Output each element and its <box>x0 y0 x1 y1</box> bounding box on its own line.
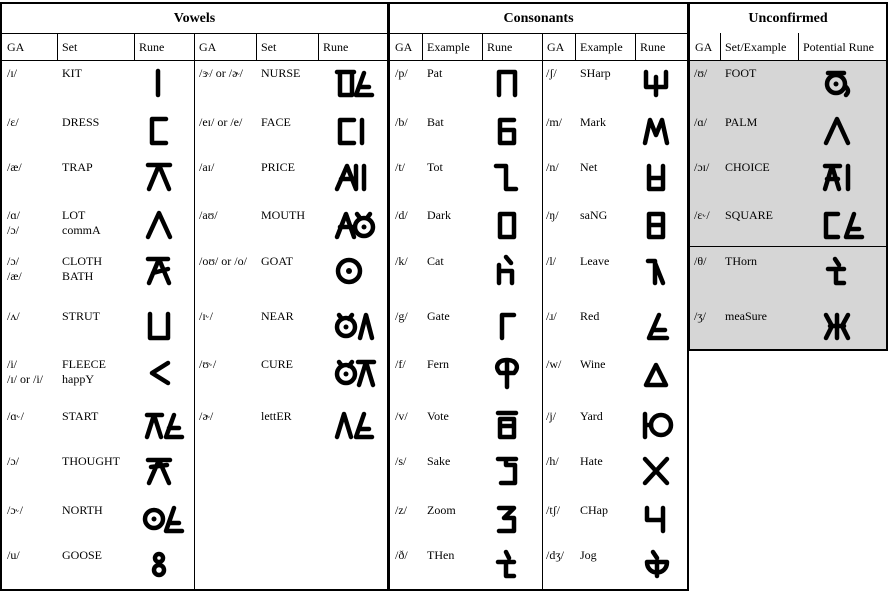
rune-glyph <box>812 303 872 347</box>
unconfirmed-header-ga: GA <box>690 33 720 61</box>
rune-glyph <box>482 154 542 198</box>
rune-glyph <box>324 350 384 394</box>
consonant-ipa: /d/ <box>395 208 408 222</box>
rune-glyph <box>812 248 872 292</box>
lot-rune-icon <box>142 207 186 241</box>
palm-rune-icon <box>820 113 864 147</box>
ch-rune-icon <box>639 501 683 535</box>
consonant-example: Wine <box>580 357 606 371</box>
consonants-title: Consonants <box>390 4 687 34</box>
vowel-set: FACE <box>261 115 291 129</box>
dh-rune-icon <box>490 546 534 580</box>
goose-rune-icon <box>142 546 186 580</box>
consonant-ipa: /ŋ/ <box>546 208 559 222</box>
rune-glyph <box>633 448 689 492</box>
consonant-example: saNG <box>580 208 608 222</box>
consonant-example: Bat <box>427 115 444 129</box>
vowel-ipa: /ɑ/ /ɔ/ <box>7 208 20 237</box>
vowel-set: NORTH <box>62 503 103 517</box>
consonant-ipa: /ʃ/ <box>546 66 557 80</box>
vowels-header-ga-2: GA <box>194 33 256 61</box>
vowel-set: NEAR <box>261 309 294 323</box>
consonant-ipa: /dʒ/ <box>546 548 564 562</box>
rune-glyph <box>324 248 384 292</box>
rune-glyph <box>324 60 384 104</box>
rune-glyph <box>482 350 542 394</box>
rune-glyph <box>633 60 689 104</box>
goat-rune-icon <box>332 253 376 287</box>
rune-glyph <box>633 350 689 394</box>
unconfirmed-header-set: Set/Example <box>720 33 798 61</box>
unconfirmed-set: PALM <box>725 115 758 129</box>
letter-rune-icon <box>332 407 376 441</box>
consonant-example: Hate <box>580 454 603 468</box>
v-rune-icon <box>490 407 534 441</box>
consonant-example: Dark <box>427 208 451 222</box>
m-rune-icon <box>639 113 683 147</box>
price-rune-icon <box>332 159 376 193</box>
vowel-set: THOUGHT <box>62 454 120 468</box>
vowel-set: PRICE <box>261 160 296 174</box>
consonant-ipa: /z/ <box>395 503 407 517</box>
rune-glyph <box>482 496 542 540</box>
rune-glyph <box>812 108 872 152</box>
vowel-set: LOT commA <box>62 208 101 237</box>
vowel-ipa: /eɪ/ or /e/ <box>199 115 243 129</box>
rune-glyph <box>633 154 689 198</box>
p-rune-icon <box>490 65 534 99</box>
rune-glyph <box>482 108 542 152</box>
rune-glyph <box>134 303 194 347</box>
mouth-rune-icon <box>332 207 376 241</box>
rune-glyph <box>134 154 194 198</box>
consonant-ipa: /l/ <box>546 254 557 268</box>
vowel-set: NURSE <box>261 66 301 80</box>
vowel-set: STRUT <box>62 309 101 323</box>
rune-glyph <box>633 248 689 292</box>
square-rune-icon <box>820 207 864 241</box>
consonant-example: Fern <box>427 357 449 371</box>
jh-rune-icon <box>639 546 683 580</box>
h-rune-icon <box>639 453 683 487</box>
consonant-example: Sake <box>427 454 451 468</box>
consonant-ipa: /p/ <box>395 66 408 80</box>
consonant-example: Leave <box>580 254 610 268</box>
consonant-example: Red <box>580 309 600 323</box>
rune-glyph <box>134 402 194 446</box>
consonant-example: CHap <box>580 503 608 517</box>
consonant-ipa: /f/ <box>395 357 406 371</box>
trap-rune-icon <box>142 159 186 193</box>
consonants-header-ga-1: GA <box>390 33 422 61</box>
vowel-set: START <box>62 409 99 423</box>
vowels-header-set-2: Set <box>256 33 318 61</box>
rune-glyph <box>633 108 689 152</box>
consonant-ipa: /j/ <box>546 409 557 423</box>
consonant-ipa: /tʃ/ <box>546 503 560 517</box>
rune-glyph <box>633 541 689 585</box>
rune-glyph <box>482 60 542 104</box>
t-rune-icon <box>490 159 534 193</box>
vowel-ipa: /oʊ/ or /o/ <box>199 254 247 268</box>
vowel-ipa: /u/ <box>7 548 20 562</box>
vowels-title: Vowels <box>2 4 387 34</box>
vowel-ipa: /aʊ/ <box>199 208 218 222</box>
unconfirmed-ipa: /ɑ/ <box>694 115 707 129</box>
consonant-example: Mark <box>580 115 606 129</box>
consonant-example: Vote <box>427 409 449 423</box>
vowel-ipa: /ʊ˞/ <box>199 357 217 371</box>
vowels-header-rune-1: Rune <box>134 33 194 61</box>
vowel-set: GOAT <box>261 254 293 268</box>
rune-glyph <box>482 448 542 492</box>
consonant-example: Net <box>580 160 598 174</box>
consonant-example: Jog <box>580 548 597 562</box>
cloth-rune-icon <box>142 253 186 287</box>
vowel-ipa: /i/ /ɪ/ or /i/ <box>7 357 43 386</box>
d-rune-icon <box>490 207 534 241</box>
north-rune-icon <box>142 501 186 535</box>
zh-rune-icon <box>820 308 864 342</box>
consonant-ipa: /g/ <box>395 309 408 323</box>
rune-glyph <box>482 303 542 347</box>
l-rune-icon <box>639 253 683 287</box>
unconfirmed-ipa: /ʒ/ <box>694 309 706 323</box>
vowels-header-ga-1: GA <box>2 33 57 61</box>
rune-glyph <box>134 350 194 394</box>
vowel-ipa: /aɪ/ <box>199 160 215 174</box>
consonants-header-rune-2: Rune <box>635 33 689 61</box>
j-rune-icon <box>639 407 683 441</box>
vowel-set: lettER <box>261 409 292 423</box>
ng-rune-icon <box>639 207 683 241</box>
vowel-set: TRAP <box>62 160 93 174</box>
consonants-header-rune-1: Rune <box>482 33 542 61</box>
vowel-set: MOUTH <box>261 208 305 222</box>
rune-glyph <box>812 154 872 198</box>
consonants-header-example-1: Example <box>422 33 482 61</box>
consonant-example: Pat <box>427 66 443 80</box>
consonant-ipa: /m/ <box>546 115 563 129</box>
unconfirmed-table <box>688 2 888 351</box>
rune-glyph <box>324 108 384 152</box>
vowel-ipa: /ɝ/ or /ɚ/ <box>199 66 243 80</box>
k-rune-icon <box>490 253 534 287</box>
consonant-example: Yard <box>580 409 603 423</box>
consonant-ipa: /ð/ <box>395 548 408 562</box>
vowel-set: KIT <box>62 66 82 80</box>
consonant-ipa: /b/ <box>395 115 408 129</box>
vowel-ipa: /ɔ/ <box>7 454 19 468</box>
th-rune-icon <box>820 253 864 287</box>
rune-glyph <box>633 496 689 540</box>
unconfirmed-group-divider <box>690 246 886 247</box>
unconfirmed-set: CHOICE <box>725 160 770 174</box>
dress-rune-icon <box>142 113 186 147</box>
consonant-example: THen <box>427 548 455 562</box>
rune-glyph <box>134 448 194 492</box>
unconfirmed-set: FOOT <box>725 66 757 80</box>
near-rune-icon <box>332 308 376 342</box>
unconfirmed-set: meaSure <box>725 309 767 323</box>
z-rune-icon <box>490 501 534 535</box>
face-rune-icon <box>332 113 376 147</box>
start-rune-icon <box>142 407 186 441</box>
rune-glyph <box>482 541 542 585</box>
b-rune-icon <box>490 113 534 147</box>
strut-rune-icon <box>142 308 186 342</box>
unconfirmed-ipa: /θ/ <box>694 254 707 268</box>
rune-glyph <box>812 202 872 246</box>
rune-glyph <box>134 541 194 585</box>
consonants-table <box>388 2 689 591</box>
rune-glyph <box>633 402 689 446</box>
rune-glyph <box>324 154 384 198</box>
unconfirmed-ipa: /ʊ/ <box>694 66 708 80</box>
consonant-ipa: /t/ <box>395 160 406 174</box>
rune-glyph <box>324 202 384 246</box>
vowel-ipa: /ɛ/ <box>7 115 19 129</box>
rune-glyph <box>633 202 689 246</box>
rune-glyph <box>134 108 194 152</box>
vowel-ipa: /ɪ/ <box>7 66 18 80</box>
vowels-header-set-1: Set <box>57 33 134 61</box>
consonant-ipa: /h/ <box>546 454 559 468</box>
consonants-header-ga-2: GA <box>542 33 575 61</box>
rune-glyph <box>134 60 194 104</box>
vowel-set: CURE <box>261 357 294 371</box>
unconfirmed-set: THorn <box>725 254 757 268</box>
vowel-set: CLOTH BATH <box>62 254 102 283</box>
vowel-ipa: /ʌ/ <box>7 309 20 323</box>
consonant-example: Gate <box>427 309 450 323</box>
vowels-table <box>0 2 389 591</box>
fleece-rune-icon <box>142 355 186 389</box>
g-rune-icon <box>490 308 534 342</box>
rune-glyph <box>633 303 689 347</box>
consonant-ipa: /ɹ/ <box>546 309 557 323</box>
vowel-set: FLEECE happY <box>62 357 106 386</box>
choice-rune-icon <box>820 159 864 193</box>
consonant-example: SHarp <box>580 66 611 80</box>
vowels-header-rune-2: Rune <box>318 33 389 61</box>
rune-glyph <box>134 496 194 540</box>
consonant-ipa: /s/ <box>395 454 407 468</box>
vowel-ipa: /ɔ˞/ <box>7 503 23 517</box>
thought-rune-icon <box>142 453 186 487</box>
r-rune-icon <box>639 308 683 342</box>
nurse-rune-icon <box>332 65 376 99</box>
rune-glyph <box>134 202 194 246</box>
rune-glyph <box>324 303 384 347</box>
unconfirmed-title: Unconfirmed <box>690 4 886 34</box>
vowel-ipa: /æ/ <box>7 160 22 174</box>
consonants-header-example-2: Example <box>575 33 635 61</box>
unconfirmed-set: SQUARE <box>725 208 774 222</box>
vowel-set: DRESS <box>62 115 100 129</box>
consonant-example: Cat <box>427 254 444 268</box>
rune-glyph <box>812 60 872 104</box>
unconfirmed-ipa: /ɛ˞/ <box>694 208 710 222</box>
n-rune-icon <box>639 159 683 193</box>
consonant-ipa: /n/ <box>546 160 559 174</box>
rune-glyph <box>324 402 384 446</box>
sh-rune-icon <box>639 65 683 99</box>
vowel-ipa: /ɚ/ <box>199 409 214 423</box>
unconfirmed-ipa: /ɔɪ/ <box>694 160 710 174</box>
cure-rune-icon <box>332 355 376 389</box>
rune-glyph <box>482 202 542 246</box>
consonant-ipa: /k/ <box>395 254 408 268</box>
consonant-example: Zoom <box>427 503 456 517</box>
vowel-ipa: /ɑ˞/ <box>7 409 24 423</box>
f-rune-icon <box>490 355 534 389</box>
rune-glyph <box>482 402 542 446</box>
consonant-ipa: /v/ <box>395 409 408 423</box>
vowel-ipa: /ɔ/ /æ/ <box>7 254 22 283</box>
vowel-set: GOOSE <box>62 548 103 562</box>
rune-glyph <box>482 248 542 292</box>
consonant-example: Tot <box>427 160 443 174</box>
rune-glyph <box>134 248 194 292</box>
unconfirmed-header-rune: Potential Rune <box>798 33 886 61</box>
kit-rune-icon <box>142 65 186 99</box>
w-rune-icon <box>639 355 683 389</box>
s-rune-icon <box>490 453 534 487</box>
vowel-ipa: /ɪ˞/ <box>199 309 213 323</box>
consonant-ipa: /w/ <box>546 357 562 371</box>
foot-rune-icon <box>820 65 864 99</box>
